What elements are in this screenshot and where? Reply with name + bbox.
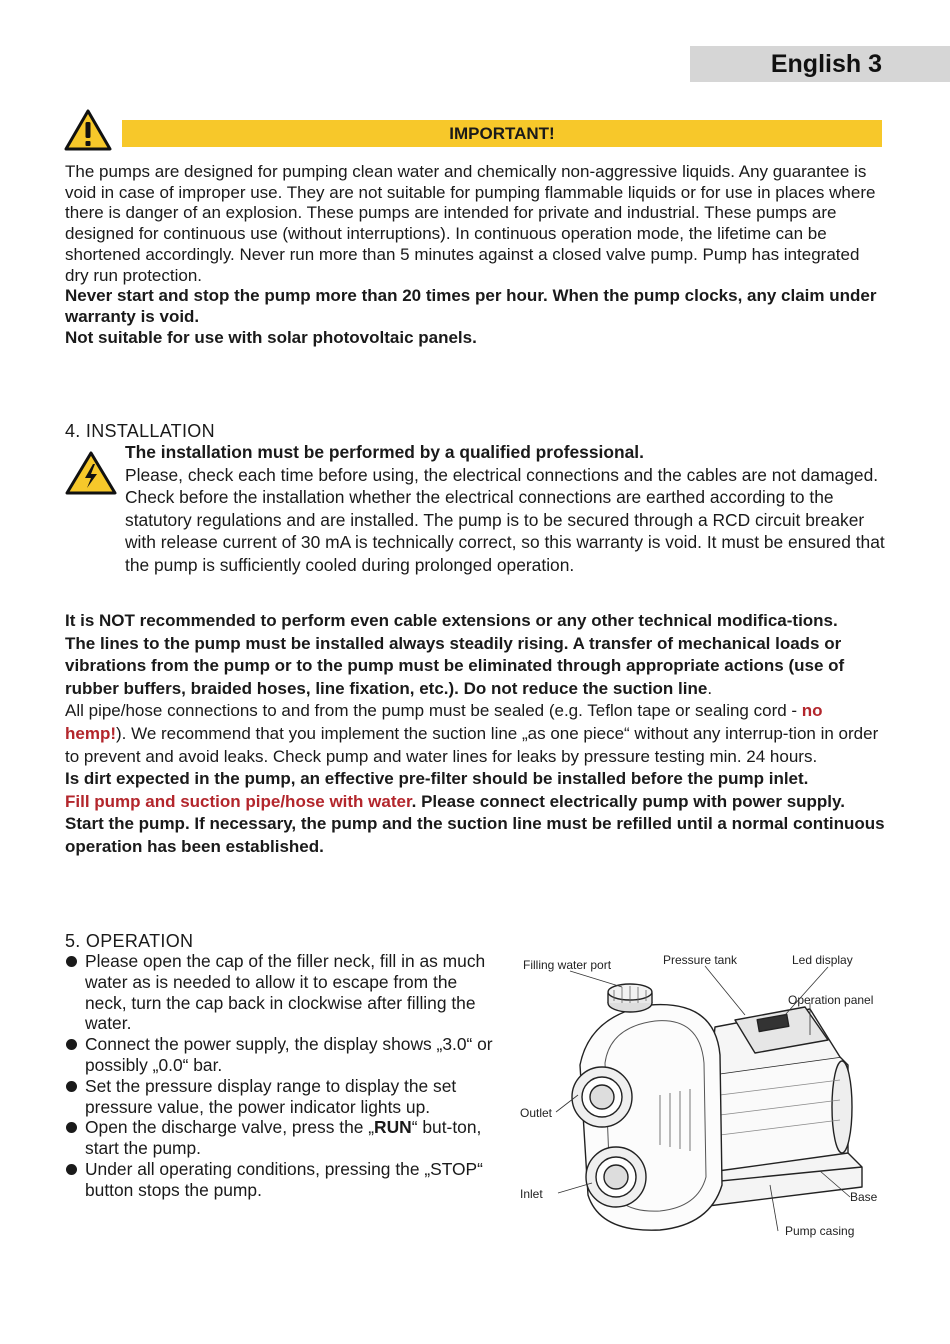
fill-paragraph (65, 791, 887, 859)
label-base: Base (850, 1190, 878, 1204)
operation-heading: 5. OPERATION (65, 931, 194, 951)
not-recommended-text: It is NOT recommended to perform even cable extensions or any other technical modifica-tions. (65, 611, 838, 630)
operation-steps (65, 951, 500, 1201)
electrical-hazard-icon (64, 450, 118, 496)
sealing-paragraph (65, 700, 887, 768)
operation-step: Under all operating conditions, pressing the „STOP“ button stops the pump. (65, 1159, 500, 1201)
lines-paragraph (65, 633, 887, 701)
important-paragraph: The pumps are designed for pumping clean water and chemically non-aggressive liquids. Any guarantee is void in case of improper use. They are not suitable for pumping flammable liquids or for use in places where there is danger of an explosion. These pumps are intended for private and industrial. These pumps are designed for continuous use (without interruptions). In continuous operation mode, the lifetime can be shortened accordingly. Never run more than 5 minutes against a closed valve pump. Pump has integrated dry run protection. (65, 162, 876, 285)
run-button-label: RUN (374, 1117, 412, 1138)
language-page-tab: English 3 (690, 46, 950, 82)
no-hemp-warning: no hemp! (65, 701, 823, 743)
sealing-text: All pipe/hose connections to and from the pump must be sealed (e.g. Teflon tape or sealing cord - (65, 701, 802, 721)
label-pump-casing: Pump casing (785, 1224, 855, 1238)
label-pressure-tank: Pressure tank (663, 953, 738, 967)
lines-rising-text: The lines to the pump must be installed always steadily rising. A transfer of mechanical loads or vibrations from the pump or to the pump must be eliminated through appropriate actions (use of rubber buffers, braided hoses, line fixation, etc.). Do not reduce the suction line (65, 633, 845, 698)
operation-step: Connect the power supply, the display shows „3.0“ or possibly „0.0“ bar. (65, 1034, 500, 1076)
warning-exclamation-icon (64, 108, 112, 152)
operation-step: Please open the cap of the filler neck, fill in as much water as is needed to allow it to escape from the neck, turn the cap back in clockwise after filling the water. (65, 951, 500, 1034)
fill-paragraph-end: . Please connect electrically pump with power supply. Start the pump. If necessary, the pump and the suction line must be refilled until a normal continuous operation has been established. (65, 791, 885, 856)
important-section (65, 162, 885, 348)
installation-heading: 4. INSTALLATION (65, 421, 215, 441)
pre-filter-text: Is dirt expected in the pump, an effective pre-filter should be installed before the pump inlet. (65, 769, 809, 789)
installation-rules (65, 610, 887, 859)
electrical-check-text: Please, check each time before using, the electrical connections and the cables are not damaged. Check before the installation whether the electrical connections are earthed according to the statutory regulations and are installed. The pump is to be secured through a RCD circuit breaker with release current of 30 mA is technically correct, so this warranty is void. It must be ensured that the pump is sufficiently cooled during prolonged operation. (125, 464, 885, 575)
lines-end: . (707, 678, 713, 698)
label-operation-panel: Operation panel (788, 993, 874, 1007)
important-banner: IMPORTANT! (122, 120, 882, 147)
sealing-text-end: ). We recommend that you implement the suction line „as one piece“ without any interrup-tion in order to prevent and avoid leaks. Check pump and water lines for leaks by pressure testing min. 24 hours. (65, 723, 879, 766)
label-led-display: Led display (792, 953, 853, 967)
solar-warning: Not suitable for use with solar photovoltaic panels. (65, 327, 477, 347)
pump-diagram (510, 945, 890, 1245)
qualified-professional-note: The installation must be performed by a qualified professional. (125, 442, 644, 462)
step-text-end: “ but-ton, start the pump. (85, 1117, 482, 1159)
operation-step: Set the pressure display range to display the set pressure value, the power indicator lights up. (65, 1076, 500, 1118)
installation-electrical-block (125, 441, 885, 576)
label-filling-water-port: Filling water port (523, 958, 612, 972)
label-inlet: Inlet (520, 1187, 543, 1201)
fill-pump-warning: Fill pump and suction pipe/hose with water (65, 791, 412, 811)
operation-step (65, 1117, 500, 1159)
label-outlet: Outlet (520, 1106, 553, 1120)
step-text: Open the discharge valve, press the „ (85, 1117, 375, 1138)
clocking-warning: Never start and stop the pump more than 20 times per hour. When the pump clocks, any claim under warranty is void. (65, 286, 877, 326)
